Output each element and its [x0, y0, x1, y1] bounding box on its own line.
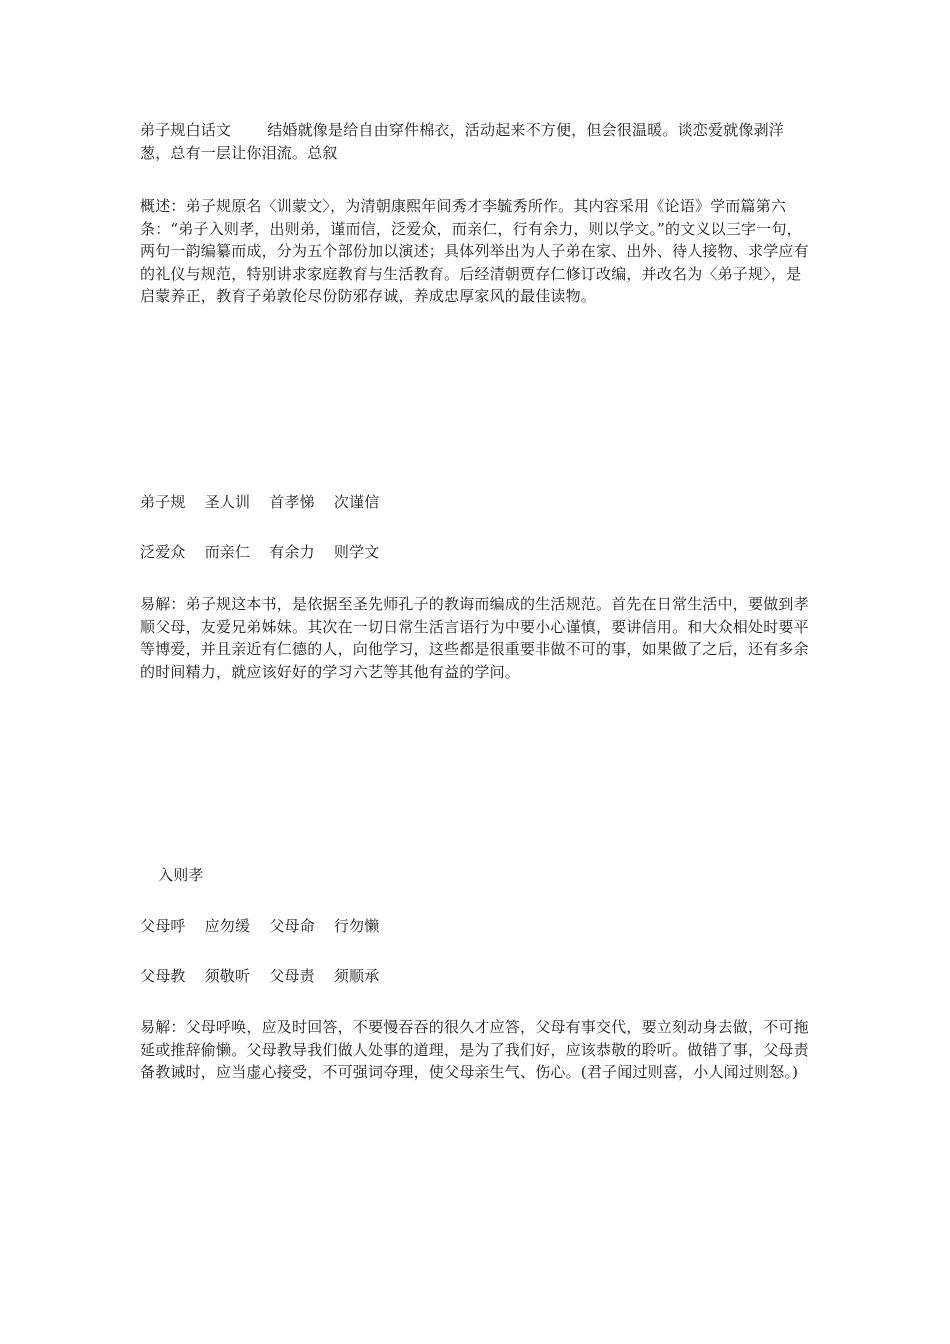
verse-phrase: 父母责	[269, 967, 315, 985]
verse-phrase: 首孝悌	[269, 493, 315, 511]
verse-phrase: 有余力	[269, 543, 315, 561]
header-text: 结婚就像是给自由穿件棉衣，活动起来不方便，但会很温暖。谈恋爱就像剥洋葱，总有一层让你泪流。总叙	[140, 121, 785, 162]
verse-phrase: 而亲仁	[204, 543, 251, 561]
verse-phrase: 次谨信	[333, 493, 380, 511]
verse-phrase: 应勿缓	[204, 917, 251, 935]
verse-line-3	[140, 915, 812, 938]
section-title-text: 入则孝	[158, 866, 204, 884]
explanation-paragraph-2: 易解：父母呼唤，应及时回答，不要慢吞吞的很久才应答，父母有事交代，要立刻动身去做，不可拖延或推辞偷懒。父母教导我们做人处事的道理，是为了我们好，应该恭敬的聆听。做错了事，父母责备教诫时，应当虚心接受，不可强词夺理，使父母亲生气、伤心。(君子闻过则喜，小人闻过则怒。)	[140, 1018, 809, 1081]
verse-line-1	[140, 491, 812, 514]
verse-phrase: 泛爱众	[140, 543, 186, 561]
header-paragraph	[140, 119, 812, 164]
verse-phrase: 则学文	[333, 543, 380, 561]
verse-phrase: 行勿懒	[333, 917, 380, 935]
verse-phrase: 须敬听	[204, 967, 251, 985]
verse-phrase: 弟子规	[140, 493, 186, 511]
document-title: 弟子规白话文	[140, 121, 232, 139]
verse-phrase: 父母命	[269, 917, 315, 935]
verse-phrase: 圣人训	[204, 493, 251, 511]
verse-line-4	[140, 965, 812, 988]
overview-paragraph: 概述：弟子规原名〈训蒙文〉，为清朝康熙年间秀才李毓秀所作。其内容采用《论语》学而篇第六条：“弟子入则孝，出则弟，谨而信，泛爱众，而亲仁，行有余力，则以学文。”的文义以三字一句，两句一韵编纂而成，分为五个部份加以演述；具体列举出为人子弟在家、出外、待人接物、求学应有的礼仪与规范，特别讲求家庭教育与生活教育。后经清朝贾存仁修订改编，并改名为〈弟子规〉，是启蒙养正，教育子弟敦伦尽份防邪存诚，养成忠厚家风的最佳读物。	[140, 197, 809, 305]
section-title	[140, 864, 812, 887]
verse-phrase: 须顺承	[333, 967, 380, 985]
verse-phrase: 父母教	[140, 967, 186, 985]
verse-line-2	[140, 541, 812, 564]
verse-phrase: 父母呼	[140, 917, 186, 935]
explanation-paragraph-1: 易解：弟子规这本书，是依据至圣先师孔子的教诲而编成的生活规范。首先在日常生活中，要做到孝顺父母，友爱兄弟姊妹。其次在一切日常生活言语行为中要小心谨慎，要讲信用。和大众相处时要平等博爱，并且亲近有仁德的人，向他学习，这些都是很重要非做不可的事，如果做了之后，还有多余的时间精力，就应该好好的学习六艺等其他有益的学问。	[140, 595, 809, 681]
